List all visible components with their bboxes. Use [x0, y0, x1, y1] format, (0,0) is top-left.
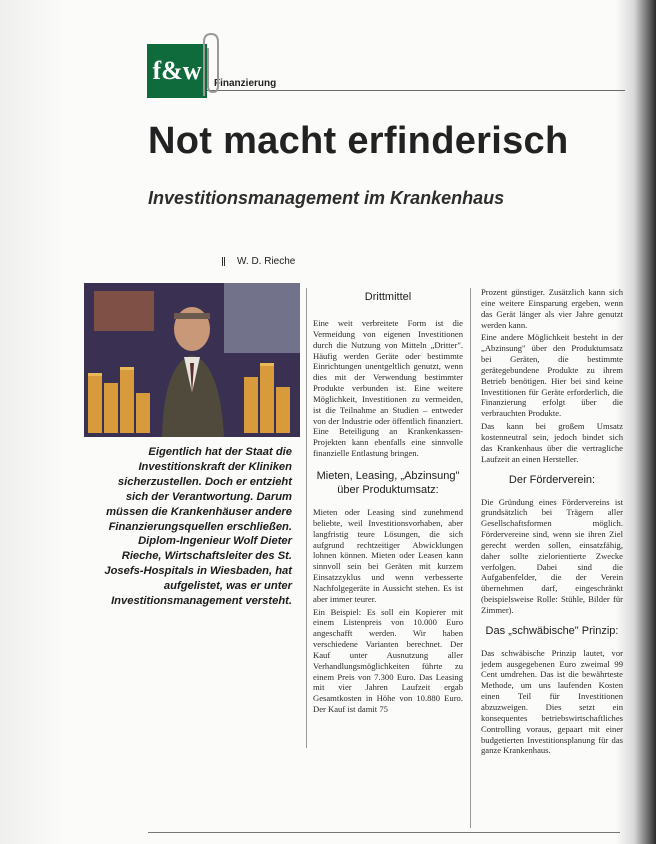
rubric-divider: [207, 90, 625, 91]
paragraph: Eine weit verbreitete Form ist die Vermeidung von eigenen Investitionen durch die Nutzung von Mitteln „Dritter". Häufig werden Geräte oder bestimmte Einrichtungen unentgeltlich genutzt, wenn dies mit der Verwendung bestimmter Produkte verbunden ist. Eine weitere Möglichkeit, Investitionen zu vermeiden, ist die Teilnahme an Studien – entweder von der Industrie oder öffentlich finanziert. Eine Beteiligung an Krankenkassen-Projekten kann ebenfalls eine sinnvolle finanzielle Entlastung bringen.: [313, 318, 463, 459]
paragraph: Mieten oder Leasing sind zunehmend beliebte, weil Investitionsvorhaben, aber langfristig teure Lösungen, die sich aufgrund rechtzeitiger Abwicklungen lohnen können. Mieten oder Leasen kann sinnvoll sein bei Geräten mit kurzem Einsatzzyklus und wenn verbesserte Nachfolgegeräte in Aussicht stehen. Es ist aber immer teurer.: [313, 506, 463, 604]
section-rubric: Finanzierung: [214, 78, 277, 89]
column-2: [313, 318, 463, 717]
author-name: W. D. Rieche: [237, 256, 296, 267]
paragraph: Prozent günstiger. Zusätzlich kann sich eine weitere Einsparung ergeben, wenn das Gerät länger als vier Jahre genutzt werden kann.: [481, 287, 623, 330]
paragraph: Eine andere Möglichkeit besteht in der „Abzinsung" über den Produktumsatz bei Geräten, die bestimmte gerätegebundene Produkte zu ihrem Betrieb benötigen. Hier bei sind keine Investitionen für Geräte erforderlich, die Finanzierung erfolgt über die verbrauchten Produkte.: [481, 332, 623, 419]
paragraph: Die Gründung eines Fördervereins ist grundsätzlich bei Trägern aller Gesellschaftsformen möglich. Fördervereine sind, wenn sie ihren Ziel gerecht werden sollen, einsatzfähig, daher sollte zielorientierte Zwecke verfolgen. Dabei sind die Aufgabenfelder, die der Verein übernehmen darf, eingeschränkt (beispielsweise Rolle: Stühle, Bilder für Zimmer).: [481, 496, 623, 615]
article-intro: Eigentlich hat der Staat die Investitionskraft der Kliniken sicherzustellen. Doch er entzieht sich der Verantwortung. Darum müssen die Krankenhäuser andere Finanzierungsquellen erschließen. Diplom-Ingenieur Wolf Dieter Rieche, Wirtschaftsleiter des St. Josefs-Hospitals in Wiesbaden, hat aufgelistet, was er unter Investitionsmanagement versteht.: [104, 446, 292, 608]
heading-drittmittel: Drittmittel: [364, 291, 412, 303]
article-subtitle: Investitionsmanagement im Krankenhaus: [148, 188, 505, 208]
paragraph: Das schwäbische Prinzip lautet, vor jedem ausgegebenen Euro zweimal 99 Cent umdrehen. Das ist die bewährteste Methode, um uns laufenden Kosten einen Teil für Investitionen abzuzweigen. Dies setzt ein konsequentes betriebswirtschaftliches Controlling voraus, gepaart mit einer budgetierten Investitionsplanung für das ganze Krankenhaus.: [481, 647, 623, 756]
page-bottom-rule: [148, 832, 620, 833]
magazine-logo: f&w: [147, 44, 207, 98]
page-left-edge: [0, 0, 64, 844]
heading-foerderverein: Der Förderverein:: [508, 473, 596, 486]
article-photo: [84, 283, 300, 437]
column-divider-1: [306, 288, 307, 748]
author-mark-icon: [222, 257, 230, 266]
heading-mieten-leasing: Mieten, Leasing, „Abzinsung" über Produktumsatz:: [316, 469, 460, 496]
paperclip-icon: [190, 30, 230, 100]
author-line: [222, 256, 295, 267]
column-divider-2: [470, 288, 471, 828]
article-title: Not macht erfinderisch: [148, 120, 569, 162]
column-3: [481, 287, 623, 758]
heading-schwaebisches-prinzip: Das „schwäbische" Prinzip:: [485, 624, 619, 637]
paragraph: Ein Beispiel: Es soll ein Kopierer mit einem Listenpreis von 10.000 Euro angeschafft werden. Wir haben verschiedene Varianten berechnet. Der Kauf unter Ausnutzung aller Verhandlungsmöglichkeiten führte zu einem Preis von 7.300 Euro. Das Leasing mit vier Jahren Laufzeit ergab Gesamtkosten in Höhe von 10.880 Euro. Der Kauf ist damit 75: [313, 606, 463, 715]
paragraph: Das kann bei großem Umsatz kostenneutral sein, jedoch bindet sich das Krankenhaus über die vertragliche Laufzeit an einen Hersteller.: [481, 421, 623, 464]
